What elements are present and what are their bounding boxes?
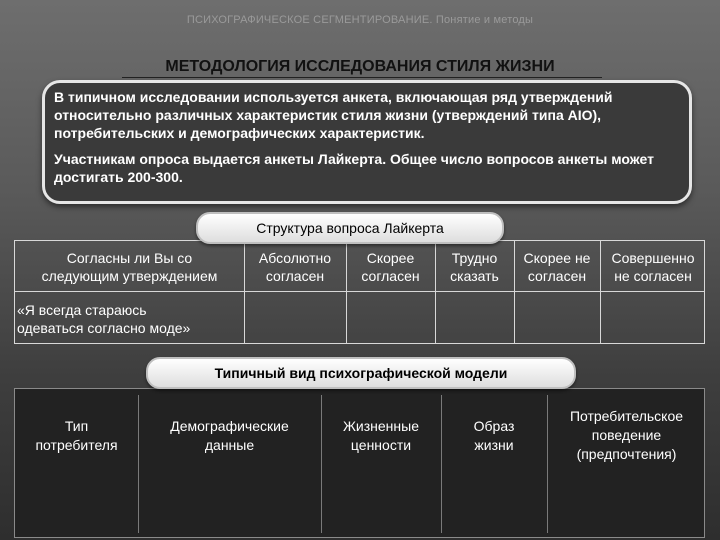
likert-option-hard-to-say: Трудно сказать xyxy=(450,250,499,284)
model-column-consumer-behavior: Потребительское поведение (предпочтения) xyxy=(569,408,684,462)
title-underline xyxy=(122,77,602,78)
intro-paragraph-1: В типичном исследовании используется анкета, включающая ряд утверждений относительно различных характеристик стиля жизни (утверждений типа AIO), потребительских и демографических характеристик. xyxy=(54,89,613,141)
model-column-demographics: Демографические данные xyxy=(170,418,289,453)
likert-table xyxy=(14,240,705,344)
likert-question-label: Согласны ли Вы со следующим утверждением xyxy=(41,250,218,284)
likert-option-absolutely-agree: Абсолютно согласен xyxy=(258,250,332,284)
likert-statement: «Я всегда стараюсь одеваться согласно моде» xyxy=(17,302,191,336)
model-column-consumer-type: Тип потребителя xyxy=(35,418,118,453)
likert-option-rather-agree: Скорее согласен xyxy=(361,250,420,284)
likert-option-rather-disagree: Скорее не согласен xyxy=(523,250,591,284)
page-title: МЕТОДОЛОГИЯ ИССЛЕДОВАНИЯ СТИЛЯ ЖИЗНИ xyxy=(165,58,555,75)
model-column-life-values: Жизненные ценности xyxy=(343,418,419,453)
likert-option-completely-disagree: Совершенно не согласен xyxy=(611,250,695,284)
model-col-divider xyxy=(321,395,322,533)
model-column-lifestyle: Образ жизни xyxy=(473,418,515,453)
intro-text-box xyxy=(42,80,692,204)
model-col-divider xyxy=(441,395,442,533)
model-heading: Типичный вид психографической модели xyxy=(146,357,576,389)
faint-header: ПСИХОГРАФИЧЕСКОЕ СЕГМЕНТИРОВАНИЕ. Понятие и методы xyxy=(186,14,534,26)
likert-structure-heading: Структура вопроса Лайкерта xyxy=(196,212,504,244)
psychographic-model-table xyxy=(14,388,705,538)
intro-paragraph-2: Участникам опроса выдается анкеты Лайкерта. Общее число вопросов анкеты может достигать 200-300. xyxy=(54,151,654,185)
model-col-divider xyxy=(138,395,139,533)
